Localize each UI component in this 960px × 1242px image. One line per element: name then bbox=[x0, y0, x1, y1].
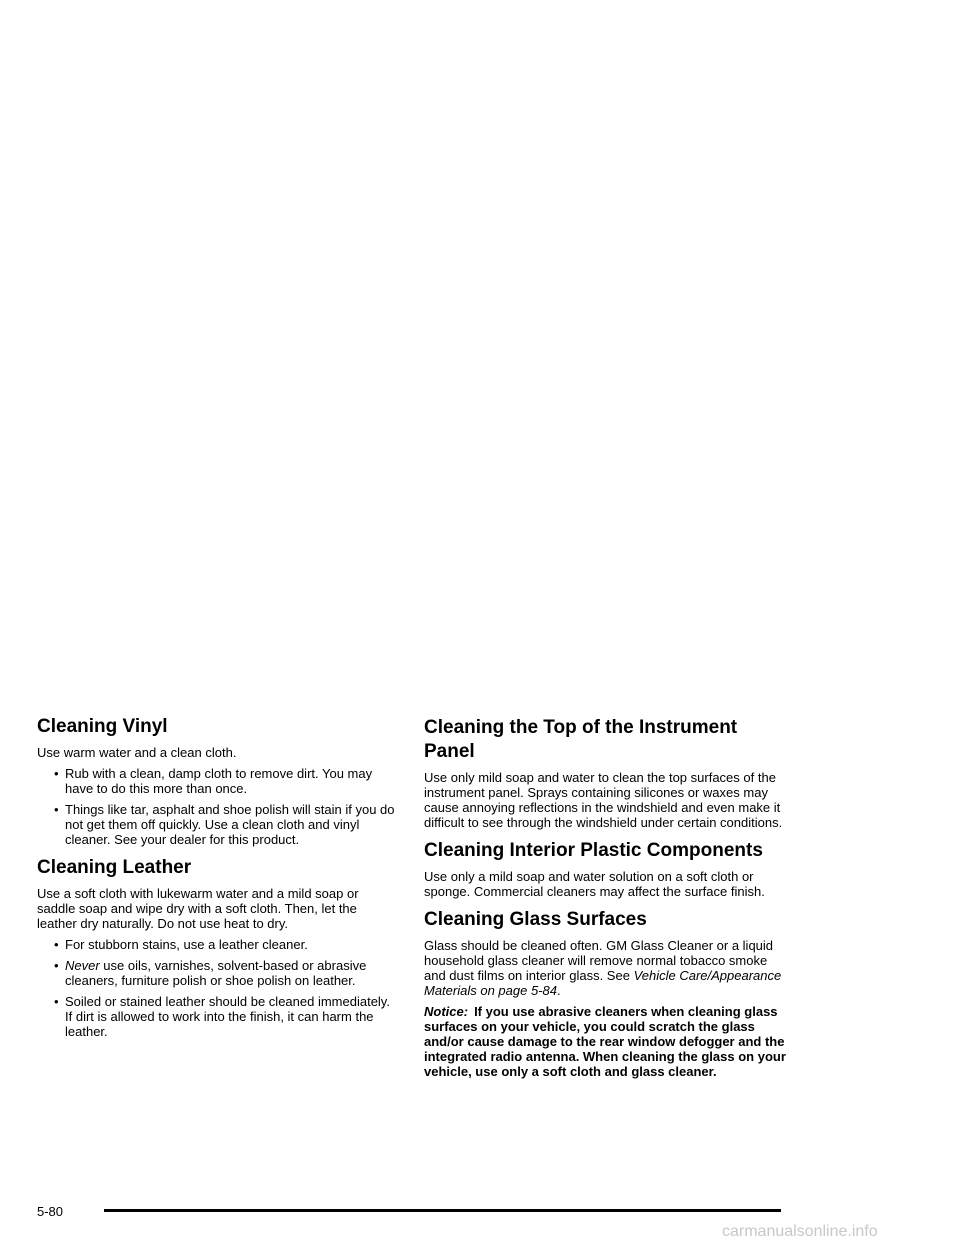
vinyl-intro: Use warm water and a clean cloth. bbox=[37, 745, 237, 760]
notice-text: If you use abrasive cleaners when cleaning glass surfaces on your vehicle, you could scratch the glass and/or cause damage to the rear window defogger and the integrated radio antenna. When cleaning the glass on your vehicle, use only a soft cloth and glass cleaner. bbox=[424, 1004, 786, 1079]
glass-body-tail: . bbox=[556, 983, 561, 998]
bullet-icon: • bbox=[54, 937, 59, 952]
cross-reference-link[interactable]: Vehicle Care/Appearance Materials on page 5-84 bbox=[424, 968, 782, 998]
leather-bullet-list bbox=[37, 937, 399, 1039]
glass-body-text: Glass should be cleaned often. GM Glass Cleaner or a liquid household glass cleaner will remove normal tobacco smoke and dust films on interior glass. See bbox=[424, 938, 774, 983]
list-item bbox=[37, 802, 399, 847]
section-cleaning-leather bbox=[37, 857, 399, 1039]
watermark: carmanualsonline.info bbox=[722, 1223, 878, 1240]
heading-cleaning-instrument-panel: Cleaning the Top of the Instrument Panel bbox=[424, 717, 738, 762]
plastic-body: Use only a mild soap and water solution on a soft cloth or sponge. Commercial cleaners may affect the surface finish. bbox=[424, 869, 765, 899]
heading-cleaning-glass: Cleaning Glass Surfaces bbox=[424, 909, 647, 930]
notice-block bbox=[424, 1004, 788, 1079]
bullet-text: For stubborn stains, use a leather cleaner. bbox=[65, 937, 308, 952]
heading-cleaning-leather: Cleaning Leather bbox=[37, 857, 192, 878]
footer-divider bbox=[104, 1209, 781, 1212]
instrument-panel-body: Use only mild soap and water to clean the top surfaces of the instrument panel. Sprays containing silicones or waxes may cause annoying reflections in the windshield and even make it difficult to see through the windshield under certain conditions. bbox=[424, 770, 783, 830]
notice-label: Notice: bbox=[424, 1004, 469, 1019]
section-cleaning-instrument-panel bbox=[424, 716, 788, 830]
bullet-icon: • bbox=[54, 958, 59, 973]
section-cleaning-plastic bbox=[424, 840, 788, 899]
list-item bbox=[37, 958, 399, 988]
bullet-icon: • bbox=[54, 802, 59, 817]
page-number: 5-80 bbox=[37, 1204, 64, 1219]
bullet-text: use oils, varnishes, solvent-based or abrasive cleaners, furniture polish or shoe polish on leather. bbox=[65, 958, 367, 988]
vinyl-bullet-list bbox=[37, 766, 399, 847]
bullet-icon: • bbox=[54, 766, 59, 781]
bullet-emphasis: Never bbox=[65, 958, 100, 973]
bullet-text: Rub with a clean, damp cloth to remove dirt. You may have to do this more than once. bbox=[65, 766, 373, 796]
list-item bbox=[37, 937, 399, 952]
bullet-icon: • bbox=[54, 994, 59, 1009]
list-item bbox=[37, 994, 399, 1039]
glass-body bbox=[424, 938, 788, 998]
left-column bbox=[37, 716, 399, 1049]
heading-cleaning-vinyl: Cleaning Vinyl bbox=[37, 716, 168, 737]
right-column bbox=[424, 716, 788, 1089]
leather-intro: Use a soft cloth with lukewarm water and a mild soap or saddle soap and wipe dry with a soft cloth. Then, let the leather dry naturally. Do not use heat to dry. bbox=[37, 886, 359, 931]
bullet-text: Things like tar, asphalt and shoe polish will stain if you do not get them off quickly. Use a clean cloth and vinyl cleaner. See your dealer for this product. bbox=[65, 802, 395, 847]
bullet-text: Soiled or stained leather should be cleaned immediately. If dirt is allowed to work into the finish, it can harm the leather. bbox=[65, 994, 390, 1039]
section-cleaning-vinyl bbox=[37, 716, 399, 847]
list-item bbox=[37, 766, 399, 796]
heading-cleaning-plastic: Cleaning Interior Plastic Components bbox=[424, 840, 763, 861]
section-cleaning-glass bbox=[424, 909, 788, 1079]
